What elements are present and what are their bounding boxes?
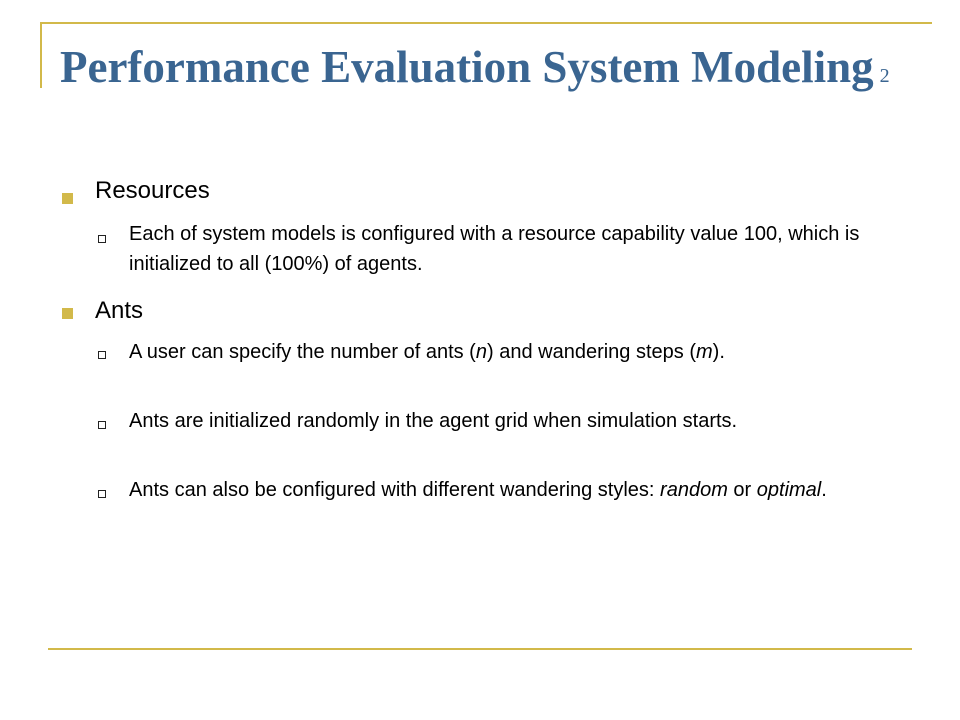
section-heading-resources: Resources xyxy=(95,177,210,204)
section-heading-ants: Ants xyxy=(95,297,144,324)
slide-title-text: Performance Evaluation System Modeling xyxy=(60,42,874,92)
item-variable-n: n xyxy=(475,341,487,363)
square-bullet-icon xyxy=(62,193,73,204)
square-bullet-icon xyxy=(62,308,73,319)
item-style-optimal: optimal xyxy=(756,479,822,501)
list-item: Ants are initialized randomly in the agent grid when simulation starts. xyxy=(129,410,738,432)
item-variable-m: m xyxy=(696,341,713,363)
item-text: A user can specify the number of ants ( xyxy=(129,341,476,363)
slide-title-number: 2 xyxy=(879,65,890,87)
list-item xyxy=(129,337,909,367)
item-text: Ants can also be configured with different wandering styles: xyxy=(129,479,661,501)
hollow-square-bullet-icon xyxy=(98,235,106,243)
item-style-random: random xyxy=(660,479,728,501)
item-text: ). xyxy=(712,341,725,363)
list-item: Each of system models is configured with a resource capability value 100, which is initialized to all (100%) of agents. xyxy=(129,223,860,275)
hollow-square-bullet-icon xyxy=(98,351,106,359)
item-text: ) and wandering steps ( xyxy=(486,341,696,363)
hollow-square-bullet-icon xyxy=(98,421,106,429)
list-item xyxy=(129,475,909,505)
item-text: or xyxy=(727,479,757,501)
hollow-square-bullet-icon xyxy=(98,490,106,498)
item-text: . xyxy=(821,479,827,501)
